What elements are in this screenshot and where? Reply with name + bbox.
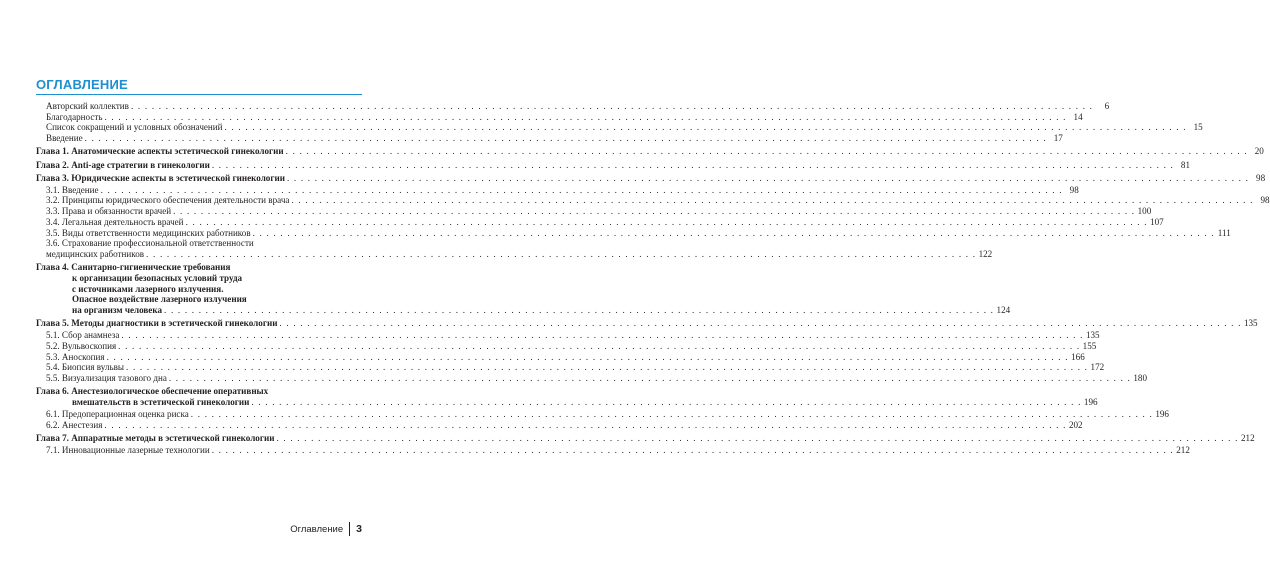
toc-entry[interactable]: 5.1. Сбор анамнеза . . . 135	[36, 330, 362, 341]
toc-entry[interactable]: Благодарность . . . 14	[36, 112, 362, 123]
toc-entry[interactable]: 3.6. Страхование профессиональной ответственности медицинских работников . . . . . . . . . . . . . . . . . . . . . . . . . . . . . . . . . . . . . . . . . . . . . . . . . . . . . . . . . . . . . . . . . . . . . . . . . . . . . . . . . . . . . . . . . . . . . . . . . . . . . . . . . . . . . . . . . . . . . . . . 122	[46, 238, 993, 259]
footer-section-label: Оглавление	[290, 523, 344, 535]
toc-entry[interactable]: 3.5. Виды ответственности медицинских работников . . . 111	[36, 228, 362, 239]
heading-rule	[36, 94, 362, 95]
page-number: 3	[356, 523, 362, 535]
toc-heading: ОГЛАВЛЕНИЕ	[36, 77, 128, 92]
toc-chapter[interactable]: Глава 1. Анатомические аспекты эстетической гинекологии . . . 20	[36, 146, 362, 157]
toc-entry[interactable]: 5.2. Вульвоскопия . . . 155	[36, 341, 362, 352]
toc-chapter[interactable]: Глава 7. Аппаратные методы в эстетической гинекологии . . . 212	[36, 433, 362, 444]
toc-chapter[interactable]: Глава 6. Анестезиологическое обеспечение оперативных вмешательств в эстетической гинекологии . . . . . . . . . . . . . . . . . . . . . . . . . . . . . . . . . . . . . . . . . . . . . . . . . . . . . . . . . . . . . . . . . . . . . . . . . . . . . . . . . . . . . . . . . . . . . . . . . . . . . . . . . . . . . . . . . . . . . . . . 196	[36, 386, 1098, 407]
footer-divider	[349, 522, 350, 536]
toc-entry[interactable]: 6.1. Предоперационная оценка риска . . . 196	[36, 409, 362, 420]
toc-entry[interactable]: 5.3. Аноскопия . . . 166	[36, 352, 362, 363]
toc-chapter[interactable]: Глава 2. Anti-age стратегии в гинекологии . . . 81	[36, 160, 362, 171]
toc-chapter[interactable]: Глава 4. Санитарно-гигиенические требования к организации безопасных условий труда с источниками лазерного излучения. Опасное воздействие лазерного излучения на организм человека . . . . . . . . . . . . . . . . . . . . . . . . . . . . . . . . . . . . . . . . . . . . . . . . . . . . . . . . . . . . . . . . . . . . . . . . . . . . . . . . . . . . . . . . . . . . . . . . . . . . . . . . . . . . . . . . . . . . . . . . 124	[36, 262, 1011, 316]
toc-entry[interactable]: Введение . . . 17	[36, 133, 362, 144]
page-footer	[290, 522, 362, 536]
toc-entry[interactable]: 3.3. Права и обязанности врачей . . . 100	[36, 206, 362, 217]
toc-entry[interactable]: 6.2. Анестезия . . . 202	[36, 420, 362, 431]
toc-chapter[interactable]: Глава 3. Юридические аспекты в эстетической гинекологии . . . 98	[36, 173, 362, 184]
toc-list	[36, 100, 1270, 455]
toc-entry[interactable]: 5.5. Визуализация тазового дна . . . 180	[36, 373, 362, 384]
toc-entry[interactable]: 5.4. Биопсия вульвы . . . 172	[36, 362, 362, 373]
toc-entry[interactable]: Список сокращений и условных обозначений . . . 15	[36, 122, 362, 133]
toc-entry[interactable]: 3.2. Принципы юридического обеспечения деятельности врача . . . 98	[36, 195, 362, 206]
toc-entry[interactable]: Авторский коллектив . . . 6	[36, 101, 362, 112]
toc-entry[interactable]: 7.1. Инновационные лазерные технологии . . . 212	[36, 445, 362, 456]
toc-entry[interactable]: 3.4. Легальная деятельность врачей . . . 107	[36, 217, 362, 228]
toc-chapter[interactable]: Глава 5. Методы диагностики в эстетической гинекологии . . . 135	[36, 318, 362, 329]
toc-entry[interactable]: 3.1. Введение . . . 98	[36, 185, 362, 196]
